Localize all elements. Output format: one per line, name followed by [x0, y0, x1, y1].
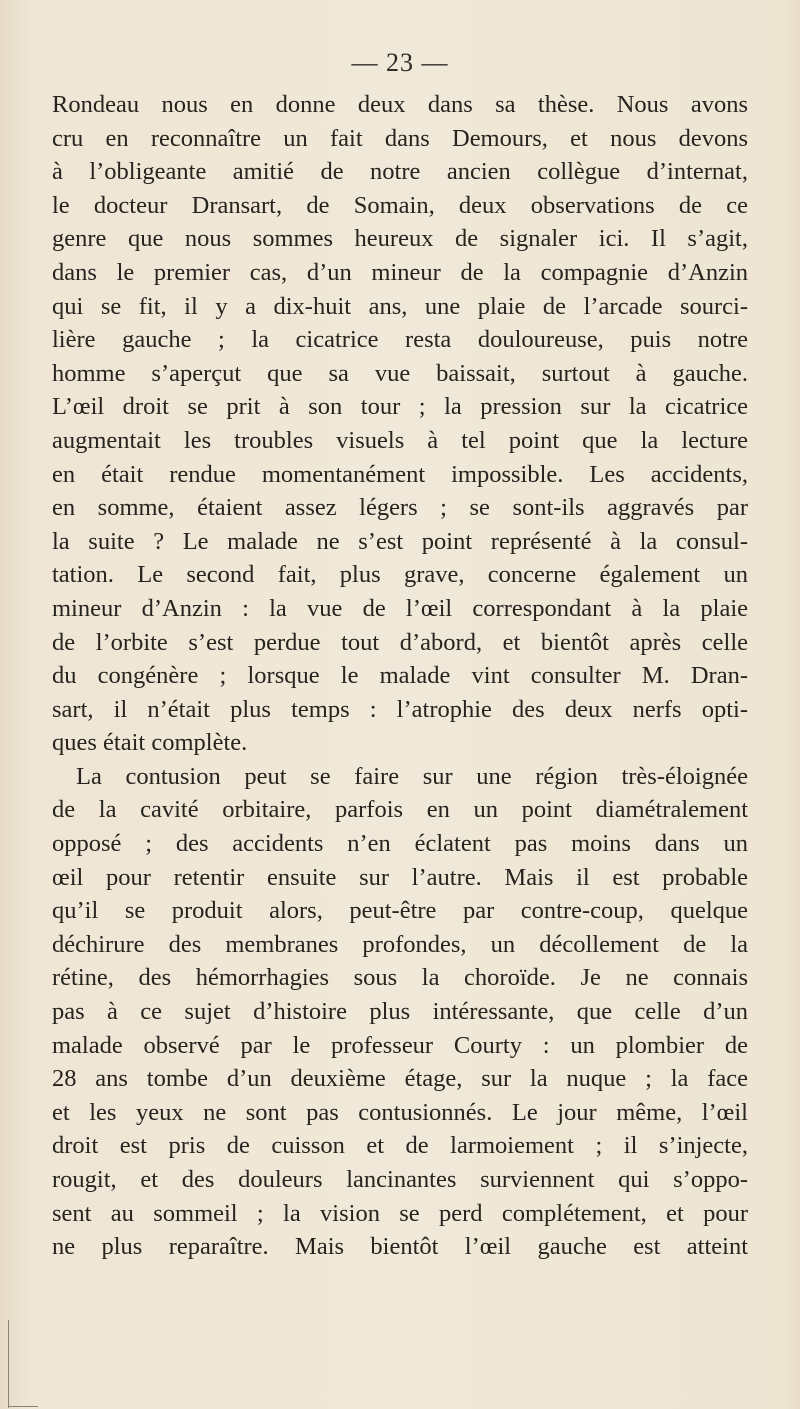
text-line: dans le premier cas, d’un mineur de la compagnie d’Anzin [52, 258, 748, 286]
text-line: lière gauche ; la cicatrice resta douloureuse, puis notre [52, 326, 748, 354]
text-line: œil pour retentir ensuite sur l’autre. Mais il est probable [52, 863, 748, 891]
text-line: qu’il se produit alors, peut-être par contre-coup, quelque [52, 897, 748, 925]
text-line: en somme, étaient assez légers ; se sont-ils aggravés par [52, 494, 748, 522]
text-line: pas à ce sujet d’histoire plus intéressante, que celle d’un [52, 998, 748, 1026]
text-line: de la cavité orbitaire, parfois en un point diamétralement [52, 796, 748, 824]
text-line: qui se fit, il y a dix-huit ans, une plaie de l’arcade sourci- [52, 292, 748, 320]
text-line: L’œil droit se prit à son tour ; la pression sur la cicatrice [52, 393, 748, 421]
text-line: malade observé par le professeur Courty : un plombier de [52, 1031, 748, 1059]
text-line: déchirure des membranes profondes, un décollement de la [52, 930, 748, 958]
text-line: 28 ans tombe d’un deuxième étage, sur la nuque ; la face [52, 1065, 748, 1093]
body-text [52, 88, 748, 1264]
page-number: — 23 — [351, 48, 449, 77]
text-line: droit est pris de cuisson et de larmoiement ; il s’injecte, [52, 1132, 748, 1160]
text-line: en était rendue momentanément impossible. Les accidents, [52, 460, 748, 488]
text-line: mineur d’Anzin : la vue de l’œil correspondant à la plaie [52, 594, 748, 622]
text-line: sart, il n’était plus temps : l’atrophie des deux nerfs opti- [52, 695, 748, 723]
text-line: de l’orbite s’est perdue tout d’abord, et bientôt après celle [52, 628, 748, 656]
text-line: la suite ? Le malade ne s’est point représenté à la consul- [52, 527, 748, 555]
text-line: et les yeux ne sont pas contusionnés. Le jour même, l’œil [52, 1098, 748, 1126]
text-line: ques était complète. [52, 729, 248, 757]
text-line: homme s’aperçut que sa vue baissait, surtout à gauche. [52, 359, 748, 387]
text-line: cru en reconnaître un fait dans Demours, et nous devons [52, 124, 748, 152]
text-line: ne plus reparaître. Mais bientôt l’œil gauche est atteint [52, 1233, 748, 1261]
text-line: Rondeau nous en donne deux dans sa thèse. Nous avons [52, 91, 748, 118]
page-edge-mark [8, 1320, 9, 1408]
text-line: augmentait les troubles visuels à tel point que la lecture [52, 426, 748, 454]
text-line: rougit, et des douleurs lancinantes surviennent qui s’oppo- [52, 1166, 748, 1193]
paragraph-first-line: La contusion peut se faire sur une région très-éloignée [76, 762, 748, 790]
text-line: genre que nous sommes heureux de signaler ici. Il s’agit, [52, 225, 748, 253]
text-line: opposé ; des accidents n’en éclatent pas moins dans un [52, 830, 748, 858]
text-line: tation. Le second fait, plus grave, concerne également un [52, 561, 748, 589]
text-line: rétine, des hémorrhagies sous la choroïde. Je ne connais [52, 964, 748, 992]
text-line: du congénère ; lorsque le malade vint consulter M. Dran- [52, 662, 748, 690]
text-line: sent au sommeil ; la vision se perd complétement, et pour [52, 1199, 748, 1227]
text-line: le docteur Dransart, de Somain, deux observations de ce [52, 191, 748, 219]
page-edge-mark [8, 1406, 38, 1407]
text-line: à l’obligeante amitié de notre ancien collègue d’internat, [52, 158, 748, 186]
